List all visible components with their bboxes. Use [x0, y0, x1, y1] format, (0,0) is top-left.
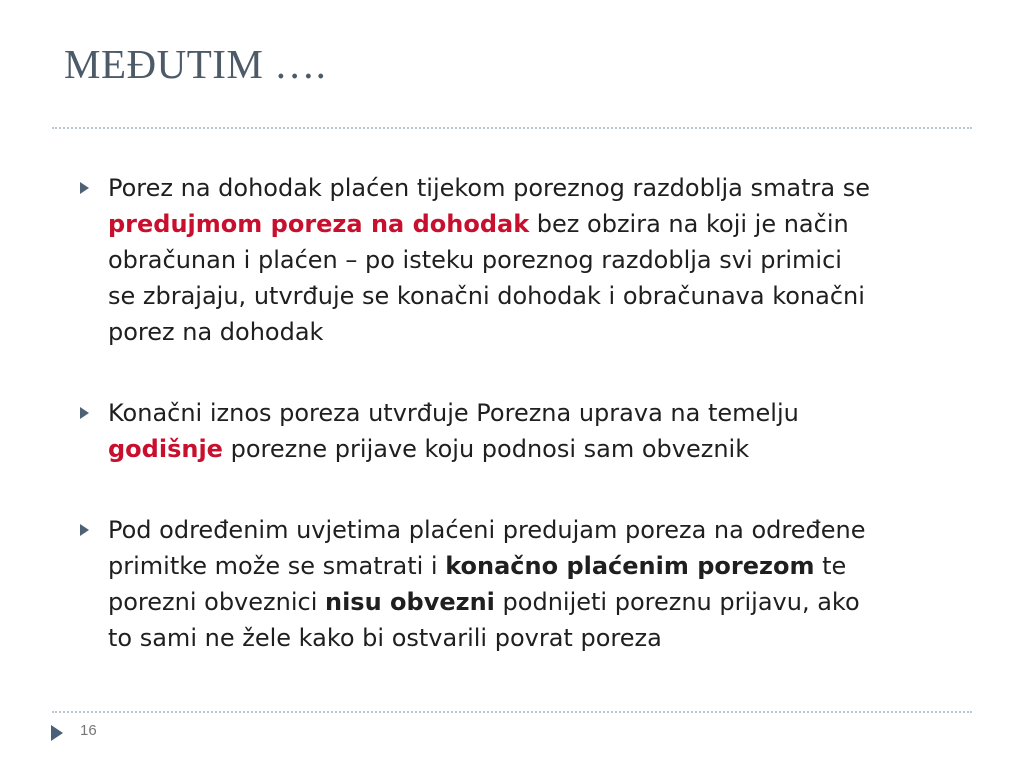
- bold-text: konačno plaćenim porezom: [445, 552, 815, 580]
- triangle-bullet-icon: [80, 407, 89, 419]
- bullet-line: [108, 278, 980, 314]
- bullet-line: [108, 431, 980, 467]
- bullet-text: porez na dohodak: [108, 318, 324, 346]
- bullet-line: [108, 242, 980, 278]
- bullet-line: [108, 512, 980, 548]
- bullet-text: te: [814, 552, 847, 580]
- bullet-text: obračunan i plaćen – po isteku poreznog razdoblja svi primici: [108, 246, 842, 274]
- bullet-text: Pod određenim uvjetima plaćeni predujam poreza na određene: [108, 516, 866, 544]
- bullet-item-3: [80, 512, 980, 656]
- title-divider: [52, 127, 972, 129]
- bullet-item-2: [80, 395, 980, 467]
- bullet-text: se zbrajaju, utvrđuje se konačni dohodak i obračunava konačni: [108, 282, 865, 310]
- bullet-text: primitke može se smatrati i: [108, 552, 446, 580]
- bullet-text: to sami ne žele kako bi ostvarili povrat poreza: [108, 624, 662, 652]
- bullet-text: Porez na dohodak plaćen tijekom poreznog razdoblja smatra se: [108, 174, 870, 202]
- bullet-line: [108, 548, 980, 584]
- bullet-line: [108, 314, 980, 350]
- emphasis-text: predujmom poreza na dohodak: [108, 210, 530, 238]
- bullet-text: porezne prijave koju podnosi sam obveznik: [222, 435, 750, 463]
- slide-title: MEĐUTIM ….: [64, 41, 327, 87]
- bullet-text: bez obzira na koji je način: [529, 210, 849, 238]
- triangle-bullet-icon: [80, 524, 89, 536]
- bullet-item-1: [80, 170, 980, 350]
- bullet-line: [108, 206, 980, 242]
- bold-text: nisu obvezni: [324, 588, 495, 616]
- bullet-text: Konačni iznos poreza utvrđuje Porezna uprava na temelju: [108, 399, 799, 427]
- bullet-line: [108, 584, 980, 620]
- bullet-line: [108, 620, 980, 656]
- bullet-line: [108, 170, 980, 206]
- emphasis-text: godišnje: [108, 435, 223, 463]
- page-number: 16: [80, 722, 97, 739]
- bullet-text: podnijeti poreznu prijavu, ako: [494, 588, 860, 616]
- bullet-line: [108, 395, 980, 431]
- bullet-text: porezni obveznici: [108, 588, 325, 616]
- footer-arrow-icon: [51, 725, 63, 741]
- bullet-list: [80, 170, 980, 701]
- footer-divider: [52, 711, 972, 713]
- triangle-bullet-icon: [80, 182, 89, 194]
